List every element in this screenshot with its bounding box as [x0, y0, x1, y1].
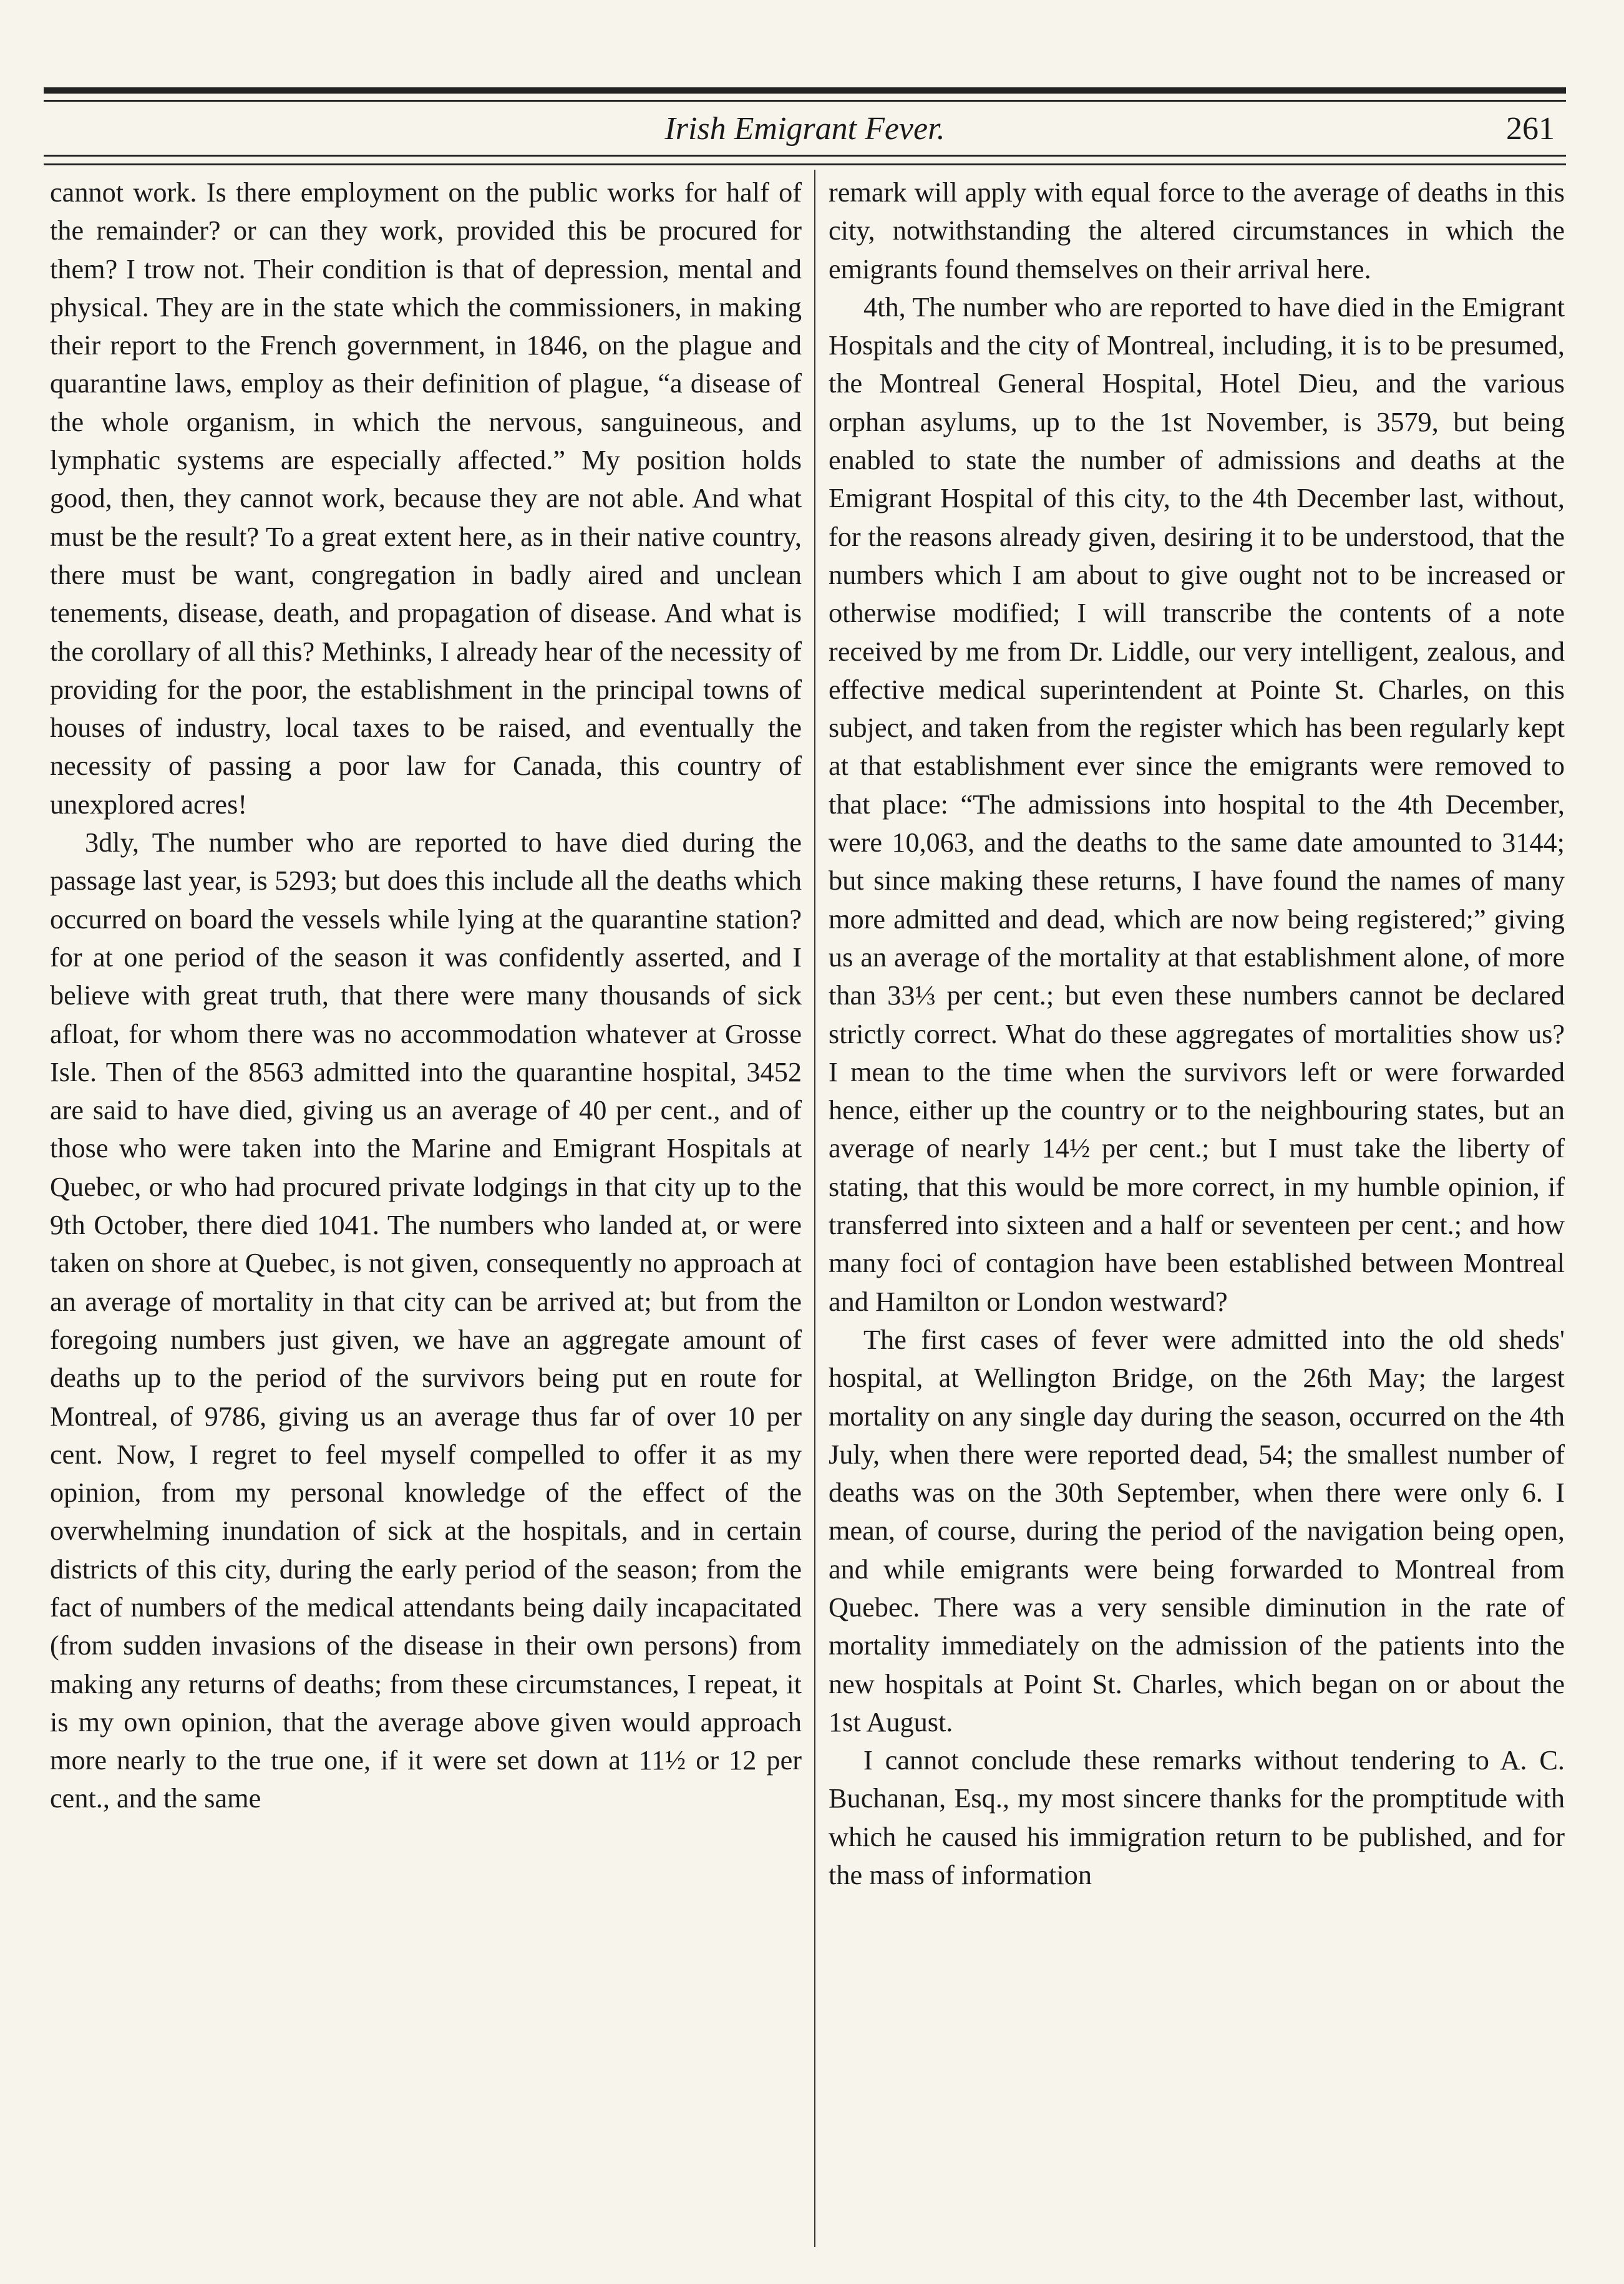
header-rule-upper: [44, 155, 1566, 157]
paragraph: 4th, The number who are reported to have died in the Emigrant Hospitals and the city of Montreal, including, it is to be presumed, the Montreal General Hospital, Hotel Dieu, and the various orphan asylums, up to the 1st November, is 3579, but being enabled to state the number of admissions and deaths at the Emigrant Hospital of this city, to the 4th December last, without, for the reasons already given, desiring it to be understood, that the numbers which I am about to give ought not to be increased or otherwise modified; I will transcribe the contents of a note received by me from Dr. Liddle, our very intelligent, zealous, and effective medical superintendent at Pointe St. Charles, on this subject, and taken from the register which has been regularly kept at that establishment ever since the emigrants were removed to that place: “The admissions into hospital to the 4th December, were 10,063, and the deaths to the same date amounted to 3144; but since making these returns, I have found the names of many more admitted and dead, which are now being registered;” giving us an average of the mortality at that establishment alone, of more than 33⅓ per cent.; but even these numbers cannot be declared strictly correct. What do these aggregates of mortalities show us? I mean to the time when the survivors left or were forwarded hence, either up the country or to the neighbouring states, but an average of nearly 14½ per cent.; but I must take the liberty of stating, that this would be more correct, in my humble opinion, if transferred into sixteen and a half or seventeen per cent.; and how many foci of contagion have been established between Montreal and Hamilton or London westward?: [829, 291, 1565, 1317]
running-head: [44, 107, 1566, 151]
header-rule-lower: [44, 163, 1566, 165]
paragraph: cannot work. Is there employment on the public works for half of the remainder? or can they work, provided this be procured for them? I trow not. Their condition is that of depression, mental and physical. They are in the state which the commissioners, in making their report to the French government, in 1846, on the plague and quarantine laws, employ as their definition of plague, “a disease of the whole organism, in which the nervous, sanguineous, and lymphatic systems are especially affected.” My position holds good, then, they cannot work, because they are not able. And what must be the result? To a great extent here, as in their native country, there must be want, congregation in badly aired and unclean tenements, disease, death, and propagation of disease. And what is the corollary of all this? Methinks, I already hear of the necessity of providing for the poor, the establishment in the principal towns of houses of industry, local taxes to be raised, and eventually the necessity of passing a poor law for Canada, this country of unexplored acres!: [50, 177, 802, 820]
top-rule-thick: [44, 87, 1566, 94]
paragraph: 3dly, The number who are reported to have died during the passage last year, is 5293; but does this include all the deaths which occurred on board the vessels while lying at the quarantine station? for at one period of the season it was confidently asserted, and I believe with great truth, that there were many thousands of sick afloat, for whom there was no accommodation whatever at Grosse Isle. Then of the 8563 admitted into the quarantine hospital, 3452 are said to have died, giving us an average of 40 per cent., and of those who were taken into the Marine and Emigrant Hospitals at Quebec, or who had procured private lodgings in that city up to the 9th October, there died 1041. The numbers who landed at, or were taken on shore at Quebec, is not given, consequently no approach at an average of mortality in that city can be arrived at; but from the foregoing numbers just given, we have an aggregate amount of deaths up to the period of the survivors being put en route for Montreal, of 9786, giving us an average thus far of over 10 per cent. Now, I regret to feel myself compelled to offer it as my opinion, from my personal knowledge of the effect of the overwhelming inundation of sick at the hospitals, and in certain districts of this city, during the early period of the season; from the fact of numbers of the medical attendants being daily incapacitated (from sudden invasions of the disease in their own persons) from making any returns of deaths; from these circumstances, I repeat, it is my own opinion, that the average above given would approach more nearly to the true one, if it were set down at 11½ or 12 per cent., and the same: [50, 827, 802, 1814]
left-column: [50, 173, 802, 1818]
column-divider: [814, 170, 815, 2247]
paragraph: I cannot conclude these remarks without tendering to A. C. Buchanan, Esq., my most sincere thanks for the promptitude with which he caused his immigration return to be published, and for the mass of information: [829, 1745, 1565, 1891]
right-column: [829, 173, 1565, 1894]
top-rule-thin: [44, 100, 1566, 102]
paragraph: The first cases of fever were admitted into the old sheds' hospital, at Wellington Bridge, on the 26th May; the largest mortality on any single day during the season, occurred on the 4th July, when there were reported dead, 54; the smallest number of deaths was on the 30th September, when there were only 6. I mean, of course, during the period of the navigation being open, and while emigrants were being forwarded to Montreal from Quebec. There was a very sensible diminution in the rate of mortality immediately on the admission of the patients into the new hospitals at Point St. Charles, which began on or about the 1st August.: [829, 1324, 1565, 1737]
page-number: 261: [1506, 111, 1555, 147]
running-title: Irish Emigrant Fever.: [664, 111, 945, 147]
paragraph: remark will apply with equal force to the average of deaths in this city, notwithstanding the altered circumstances in which the emigrants found themselves on their arrival here.: [829, 177, 1565, 284]
